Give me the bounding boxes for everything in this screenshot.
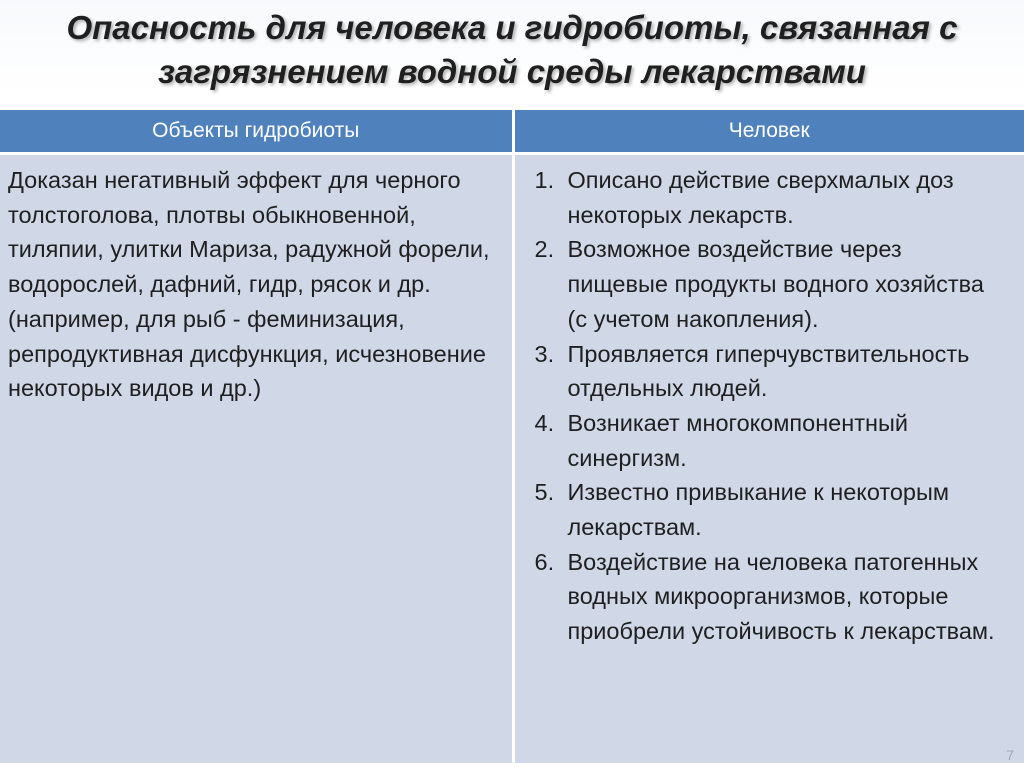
list-item (535, 406, 1005, 475)
list-item-text: Проявляется гиперчувствительность отдельных людей. (567, 340, 970, 402)
list-item-text: Возможное воздействие через пищевые продукты водного хозяйства (с учетом накопления). (567, 236, 984, 332)
human-effects-list (535, 163, 1005, 649)
list-item (535, 232, 1005, 336)
list-item-text: Возникает многокомпонентный синергизм. (567, 409, 908, 471)
list-item (535, 545, 1005, 649)
list-item-text: Известно привыкание к некоторым лекарствам. (567, 479, 950, 541)
list-item (535, 475, 1005, 544)
list-item-number: 4. (534, 409, 555, 436)
slide-title-line-1: Опасность для человека и гидробиоты, связанная с (66, 9, 958, 46)
page-number: 7 (1006, 747, 1014, 763)
list-item-number: 2. (534, 236, 555, 263)
slide-title (0, 6, 1024, 94)
list-item-text: Описано действие сверхмалых доз некоторых лекарств. (567, 167, 954, 228)
list-item-number: 3. (534, 340, 555, 367)
header-human: Человек (513, 110, 1024, 154)
list-item-text: Воздействие на человека патогенных водных микроорганизмов, которые приобрели устойчивость к лекарствам. (567, 548, 995, 645)
table-row (0, 154, 1024, 764)
slide-title-line-2: загрязнением водной среды лекарствами (158, 53, 866, 90)
hydrobiota-text: Доказан негативный эффект для черного толстоголова, плотвы обыкновенной, тиляпии, улитки Мариза, радужной форели, водорослей, дафний, гидр, рясок и др. (например, для рыб - феминизация, репродуктивная дисфункция, исчезновение некоторых видов и др.) (8, 167, 490, 402)
comparison-table (0, 110, 1024, 763)
human-cell (513, 154, 1024, 764)
header-hydrobiota: Объекты гидробиоты (0, 110, 513, 154)
hydrobiota-cell (0, 154, 513, 764)
list-item (535, 337, 1005, 406)
table-header-row (0, 110, 1024, 154)
list-item-number: 5. (534, 479, 555, 506)
list-item (535, 163, 1005, 232)
list-item-number: 6. (534, 548, 555, 575)
list-item-number: 1. (534, 167, 555, 193)
